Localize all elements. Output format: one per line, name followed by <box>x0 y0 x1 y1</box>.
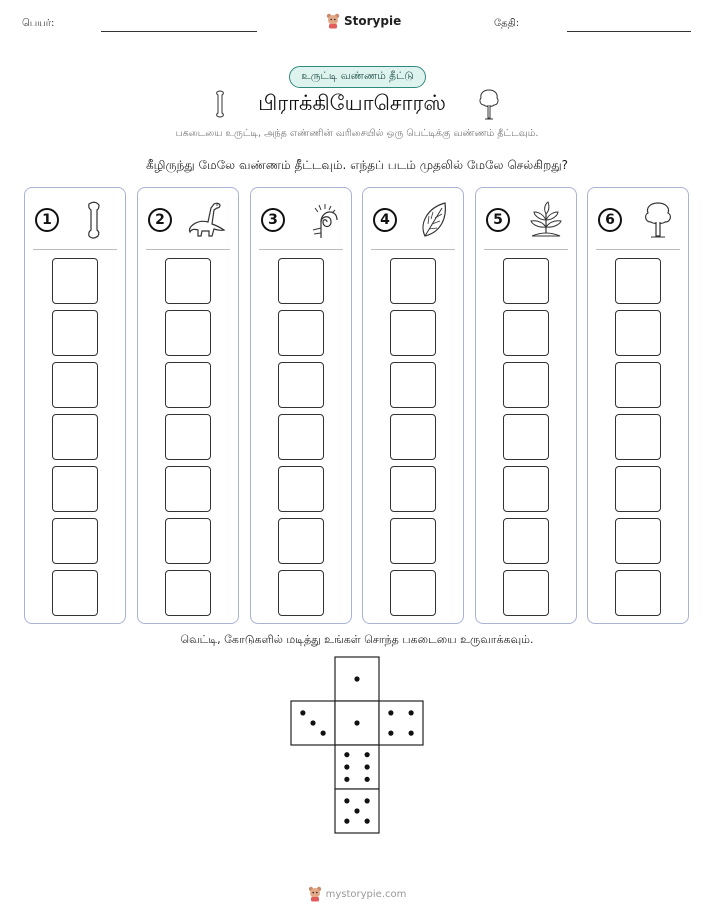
dice-pip <box>310 720 315 725</box>
dice-pip <box>388 710 393 715</box>
dice-pip <box>354 676 359 681</box>
cutout-instruction: வெட்டி, கோடுகளில் மடித்து உங்கள் சொந்த பகடையை உருவாக்கவும். <box>180 633 534 646</box>
dice-pip <box>409 710 414 715</box>
column-number: 6 <box>598 208 622 232</box>
dice-pip <box>365 777 370 782</box>
dice-pip <box>300 710 305 715</box>
dice-pip <box>365 764 370 769</box>
footer-url[interactable]: mystorypie.com <box>325 888 407 900</box>
column-number: 2 <box>148 208 172 232</box>
dice-pip <box>354 808 359 813</box>
dice-pip <box>354 720 359 725</box>
storypie-mascot-icon <box>308 886 322 902</box>
date-label: தேதி: <box>494 18 520 29</box>
dice-pip <box>344 752 349 757</box>
instruction-text: கீழிருந்து மேலே வண்ணம் தீட்டவும். எந்தப் படம் முதலில் மேலே செல்கிறது? <box>145 158 569 172</box>
column-number: 5 <box>486 208 510 232</box>
name-label: பெயர்: <box>22 18 55 29</box>
page-title: பிராக்கியோசொரஸ் <box>258 90 446 115</box>
subtitle: பகடையை உருட்டி, அந்த எண்ணின் வரிசையில் ஒரு பெட்டிக்கு வண்ணம் தீட்டவும். <box>175 128 539 139</box>
column-number: 1 <box>35 208 59 232</box>
dice-pip <box>409 731 414 736</box>
dice-pip <box>365 819 370 824</box>
dice-pip <box>344 777 349 782</box>
column-number: 3 <box>261 208 285 232</box>
brand-name: Storypie <box>344 14 402 28</box>
dice-pip <box>344 819 349 824</box>
column-number: 4 <box>373 208 397 232</box>
dice-face <box>379 701 423 745</box>
dice-pip <box>365 798 370 803</box>
dice-pip <box>344 798 349 803</box>
dice-pip <box>321 731 326 736</box>
dice-pip <box>388 731 393 736</box>
dice-face <box>335 745 379 789</box>
dice-pip <box>365 752 370 757</box>
footer <box>0 886 714 902</box>
activity-type-badge: உருட்டி வண்ணம் தீட்டு <box>289 66 426 88</box>
dice-pip <box>344 764 349 769</box>
